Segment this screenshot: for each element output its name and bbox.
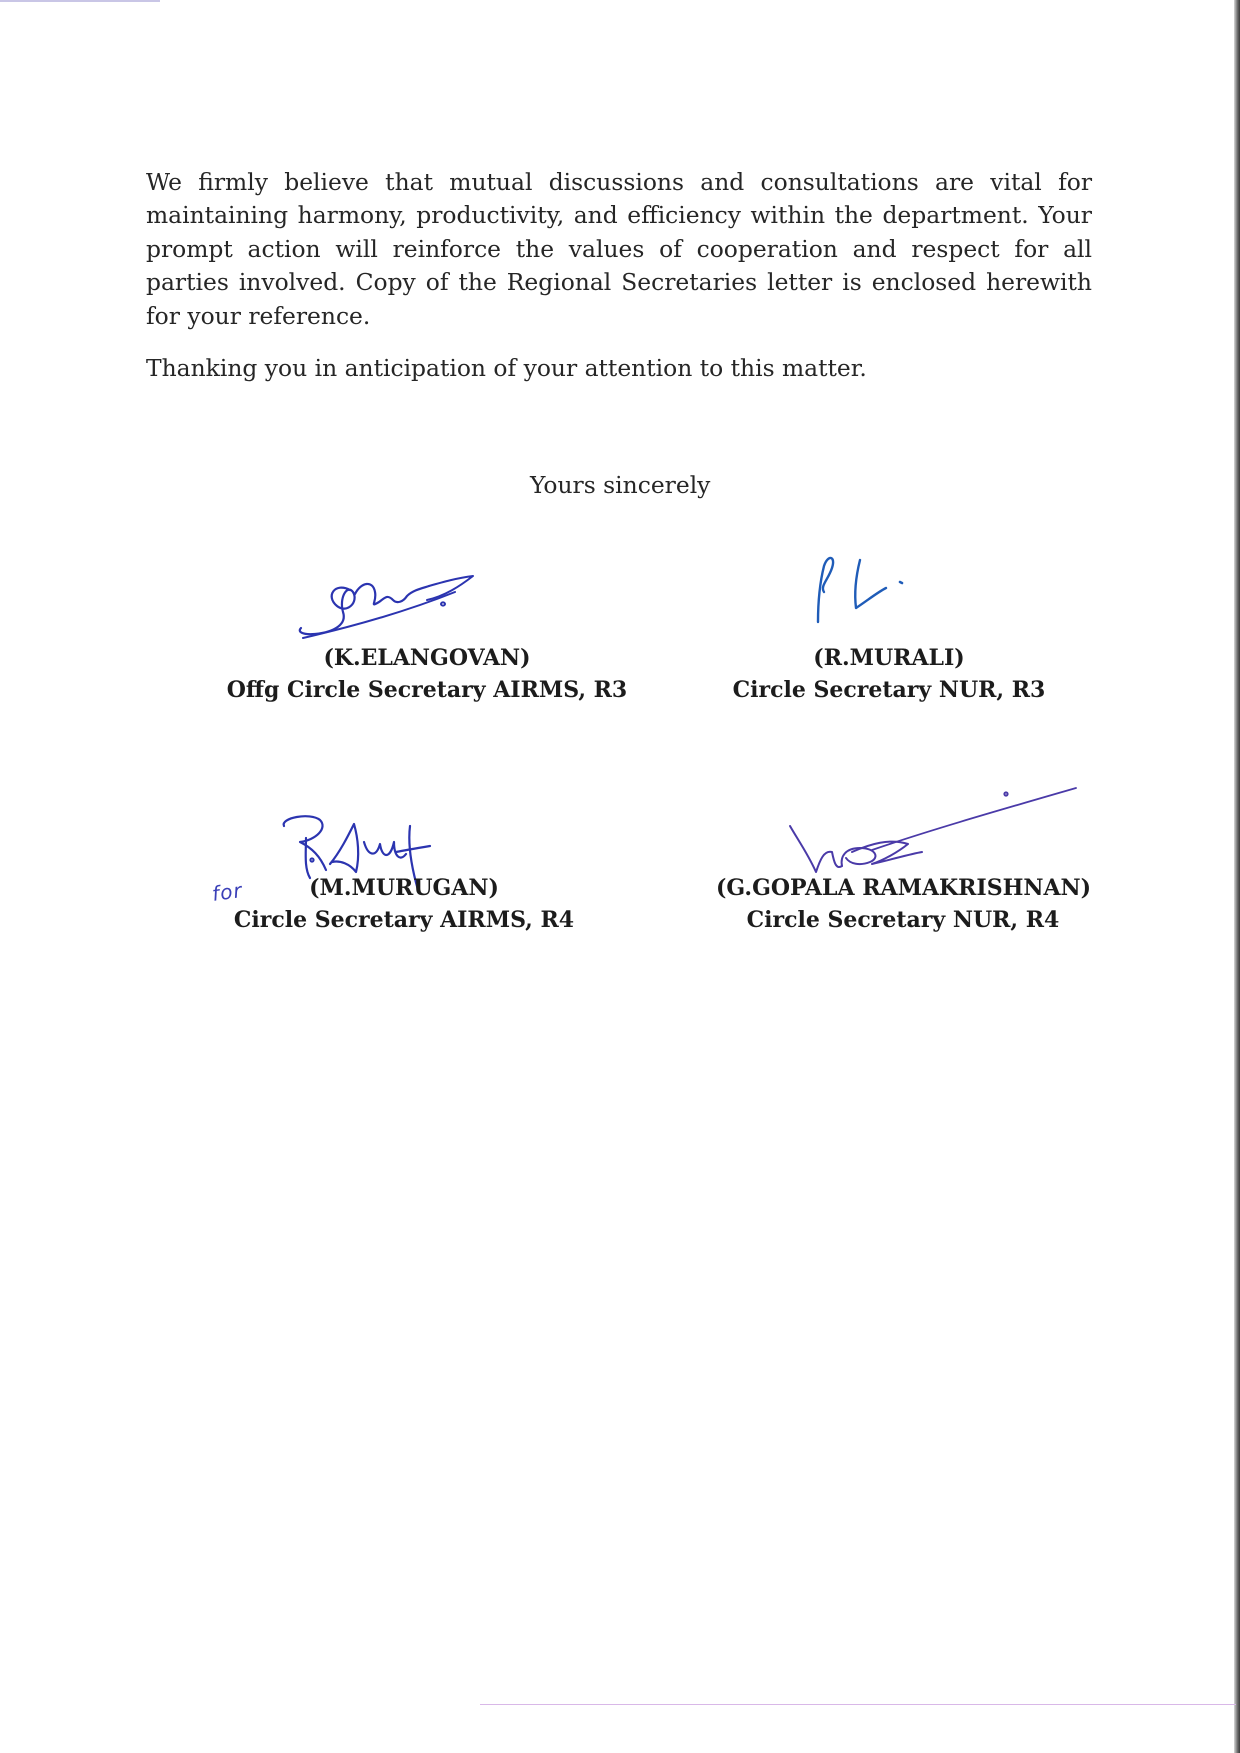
closing-salutation: Yours sincerely <box>530 471 711 499</box>
signature-murali <box>806 552 926 632</box>
signatory-name: (R.MURALI) <box>813 645 965 671</box>
scan-edge-bottom <box>480 1704 1236 1705</box>
scan-edge-top <box>0 0 160 2</box>
signatory-name: (G.GOPALA RAMAKRISHNAN) <box>716 875 1092 901</box>
signatory-title: Circle Secretary NUR, R4 <box>746 907 1060 933</box>
signatory-name: (K.ELANGOVAN) <box>323 645 531 671</box>
signatory-title: Circle Secretary NUR, R3 <box>732 677 1046 703</box>
thanks-line: Thanking you in anticipation of your attention to this matter. <box>146 354 867 382</box>
signature-gopala-ramakrishnan <box>780 780 1080 880</box>
signature-elangovan <box>295 572 485 642</box>
signatory-block <box>222 872 586 936</box>
signatory-block <box>214 642 640 706</box>
signatory-block <box>716 642 1062 706</box>
scan-edge-right <box>1234 0 1240 1753</box>
signatory-name: (M.MURUGAN) <box>309 875 499 901</box>
signatory-block <box>716 872 1090 936</box>
signatory-title: Offg Circle Secretary AIRMS, R3 <box>226 677 628 703</box>
signatory-title: Circle Secretary AIRMS, R4 <box>233 907 575 933</box>
body-paragraph: We firmly believe that mutual discussions and consultations are vital for maintaining harmony, productivity, and efficiency within the department. Your prompt action will reinforce the values of cooperation and respect for all parties involved. Copy of the Regional Secretaries letter is enclosed herewith for your reference. <box>146 168 1092 330</box>
handwritten-for-note: for <box>210 877 245 907</box>
